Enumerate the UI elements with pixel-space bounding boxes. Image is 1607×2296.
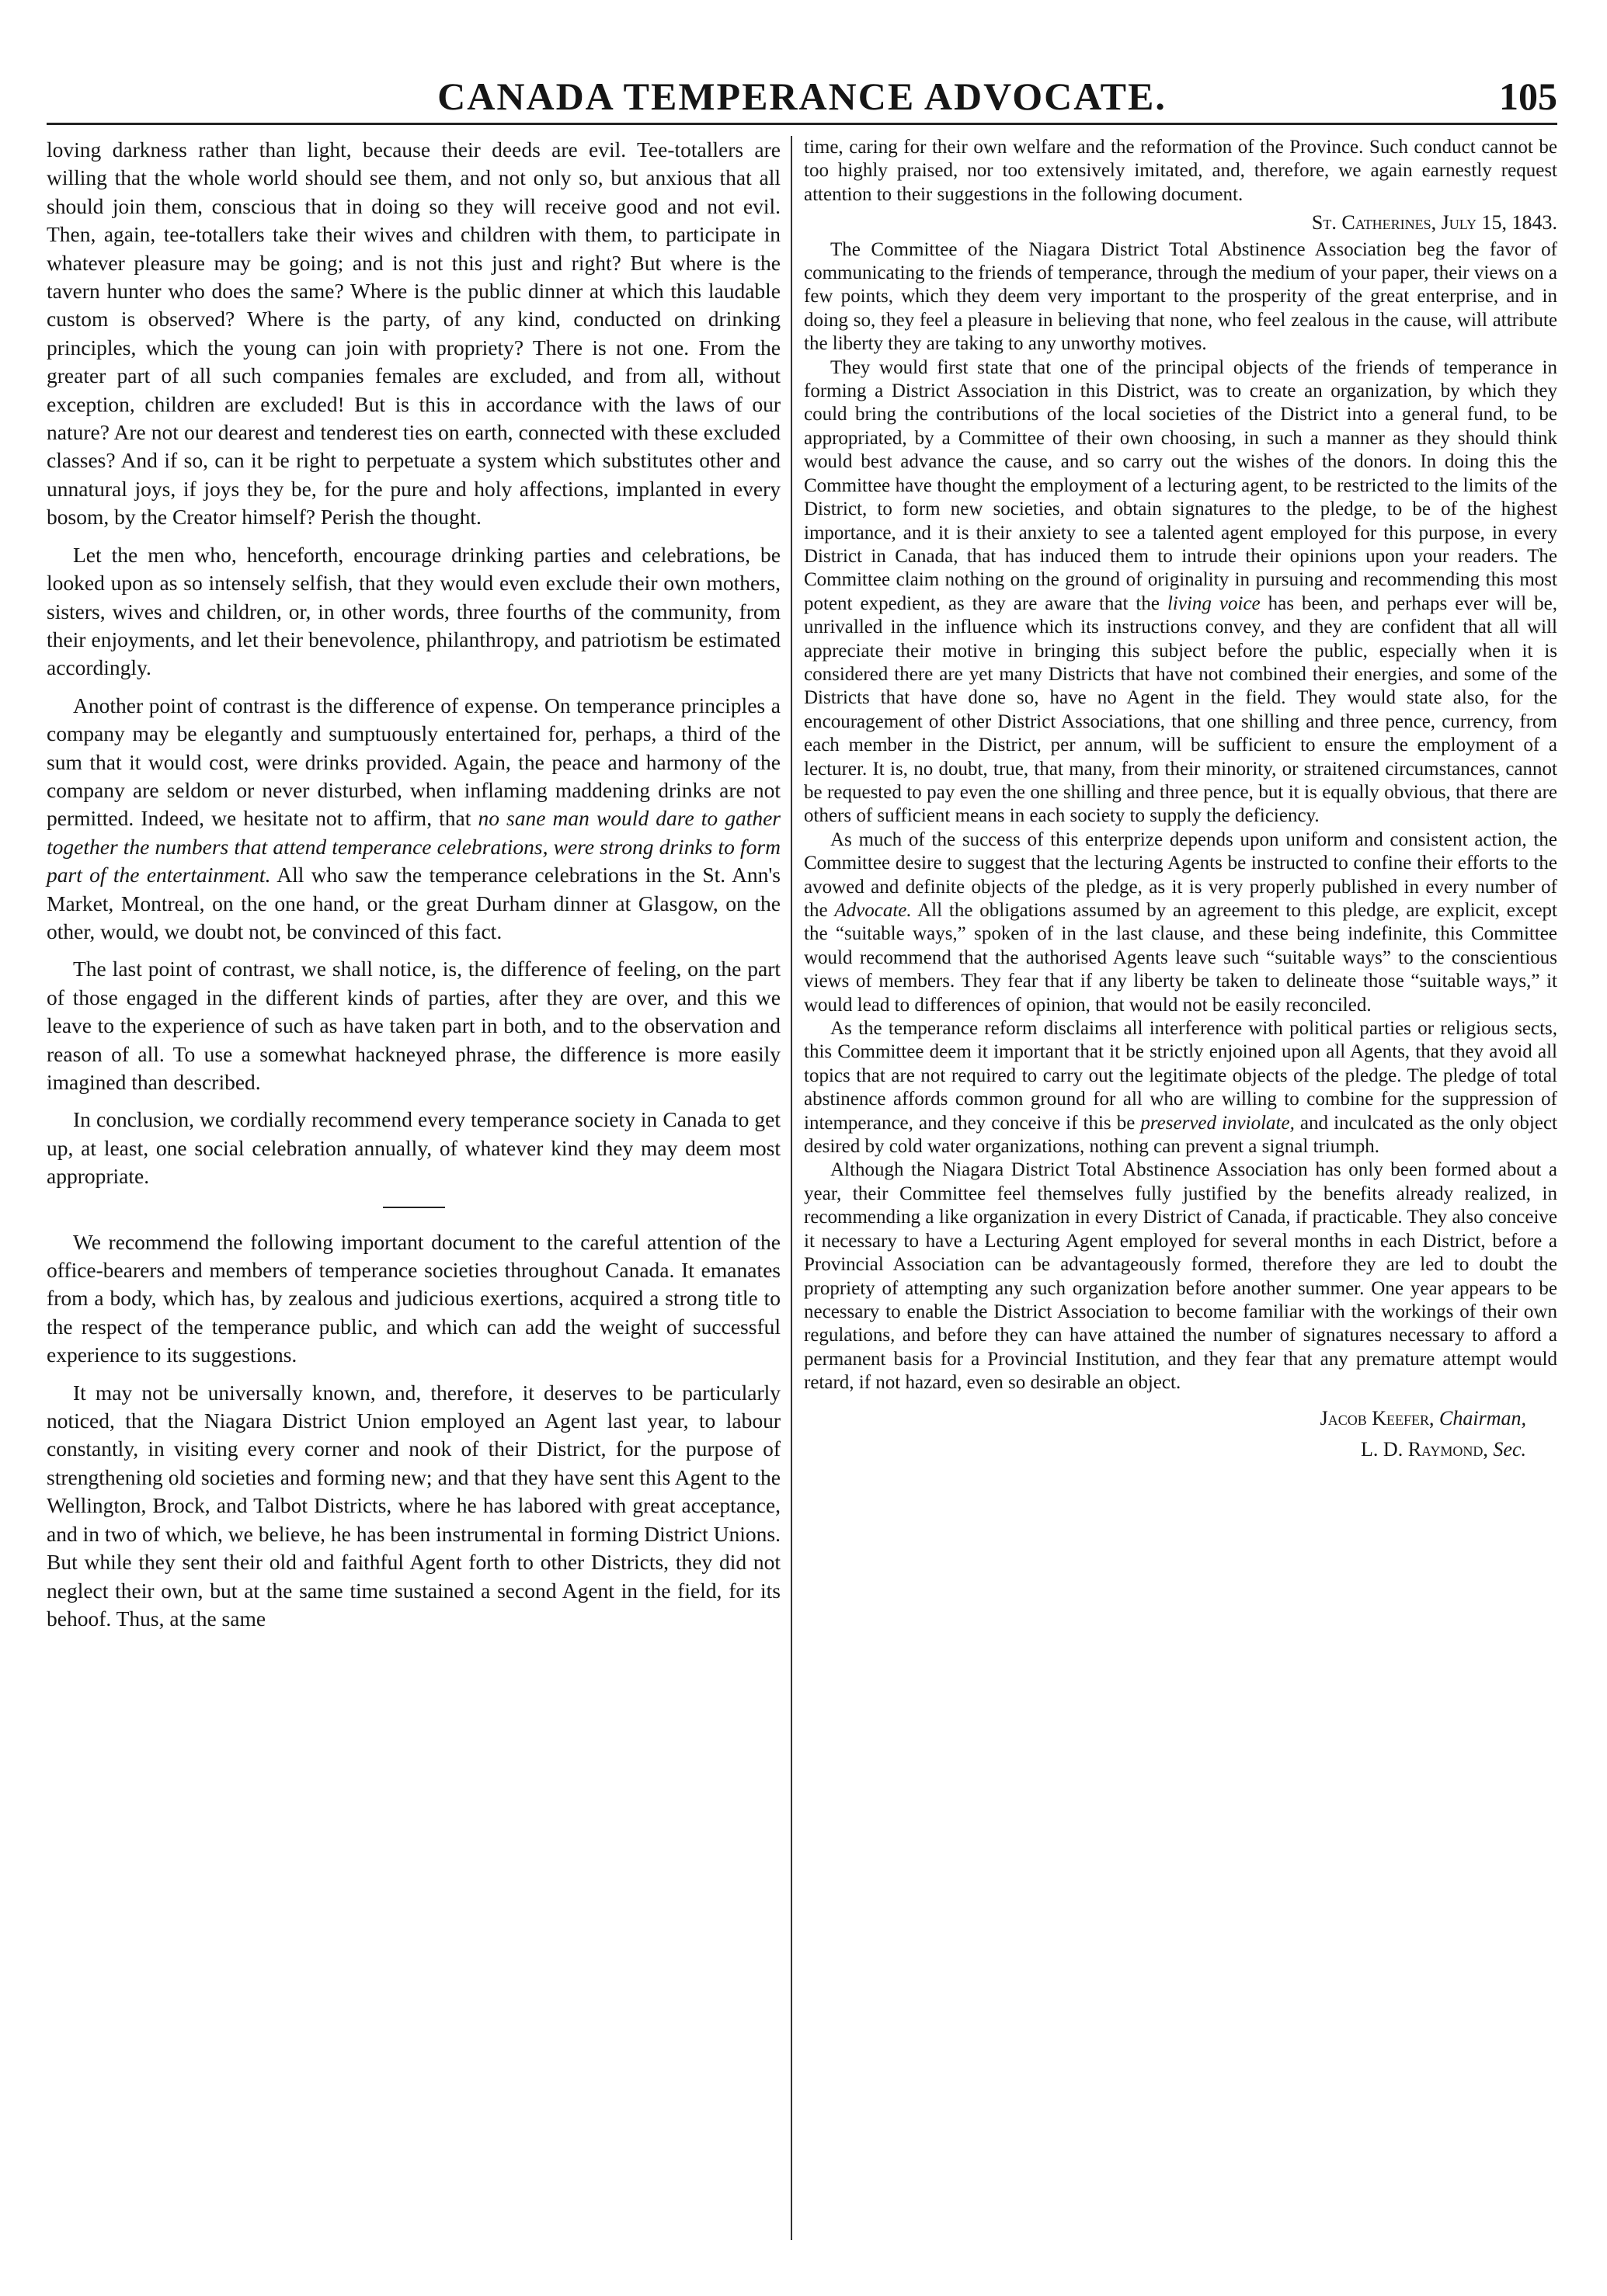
header-rule <box>47 123 1557 125</box>
paragraph: The last point of contrast, we shall notice, is, the difference of feeling, on the part of those engaged in the different kinds of parties, after they are over, and this we leave to the experience of such as have taken part in both, and to the observation and reason of all. To use a somewhat hackneyed phrase, the difference is more easily imagined than described. <box>47 957 781 1094</box>
signature-block <box>804 1403 1557 1465</box>
paragraph: They would first state that one of the principal objects of the friends of temperance in forming a District Association in this District, was to create an organization, by which they could bring the contributions of the local societies of the District into a general fund, to be appropriated, by a Committee of their own choosing, in such a manner as they should think would best advance the cause, and so carry out the wishes of the donors. In doing this the Committee have thought the employment of a lecturing agent, to be restricted to the limits of the District, to form new societies, and obtain signatures to the pledge, to be of the highest importance, and it is their anxiety to see a talented agent employed for this purpose, in every District in Canada, that has induced them to intrude their opinions upon your readers. The Committee claim nothing on the ground of originality in pursuing and recommending this most potent expedient, as they are aware that the living voice has been, and perhaps ever will be, unrivalled in the influence which its instructions convey, and they are confident that all will appreciate their motive in bringing this subject before the public, especially when it is considered there are yet many Districts that have not combined their energies, and some of the Districts that have done so, have no Agent in the field. They would state also, for the encouragement of other District Associations, that one shilling and three pence, currency, from each member in the District, per annum, will be sufficient to ensure the employment of a lecturer. It is, no doubt, true, that many, from their minority, or straitened circumstances, cannot be requested to pay even the one shilling and three pence, but it is equally obvious, that there are others of sufficient means in each society to supply the deficiency. <box>804 356 1557 827</box>
paragraph: loving darkness rather than light, because their deeds are evil. Tee-totallers are willing that the whole world should see them, and not only so, but anxious that all should join them, conscious that in doing so they will receive good and not evil. Then, again, tee-totallers take their wives and children with them, to participate in whatever pleasure may be going; and is not this just and right? But where is the tavern hunter who does the same? Where is the public dinner at which this laudable custom is observed? Where is the party, of any kind, conducted on drinking principles, which the young can join with propriety? There is not one. From the greater part of all such companies females are excluded, and from all, without exception, children are excluded! But is this in accordance with the laws of our nature? Are not our dearest and tenderest ties on earth, connected with these excluded classes? And if so, can it be right to perpetuate a system which substitutes other and unnatural joys, if joys they be, for the pure and holy affections, implanted in every bosom, by the Creator himself? Perish the thought. <box>47 137 781 530</box>
paragraph: Although the Niagara District Total Abstinence Association has only been formed about a year, their Committee feel themselves fully justified by the benefits already realized, in recommending a like organization in every District of Canada, if practicable. They also conceive it necessary to have a Lecturing Agent employed for several months in each District, before a Provincial Association can be advantageously formed, therefore they are led to doubt the propriety of attempting any such organization before another summer. One year appears to be necessary to enable the District Association to become familiar with the workings of their own regulations, and before they can have attained the number of signatures necessary to afford a permanent basis for a Provincial Institution, and they fear that any premature attempt would retard, if not hazard, even so desirable an object. <box>804 1159 1557 1394</box>
column-divider <box>791 136 792 2240</box>
paragraph: time, caring for their own welfare and the reformation of the Province. Such conduct cannot be too highly praised, nor too extensively imitated, and, therefore, we again earnestly request attention to their suggestions in the following document. <box>804 137 1557 205</box>
right-column <box>804 136 1557 1465</box>
paragraph: It may not be universally known, and, therefore, it deserves to be particularly noticed, that the Niagara District Union employed an Agent last year, to labour constantly, in visiting every corner and nook of their District, for the purpose of strengthening old societies and forming new; and that they have sent this Agent to the Wellington, Brock, and Talbot Districts, where he has labored with great acceptance, and in two of which, we believe, he has been instrumental in forming District Unions. But while they sent their old and faithful Agent forth to other Districts, they did not neglect their own, but at the same time sustained a second Agent in the field, for its behoof. Thus, at the same <box>47 1380 781 1631</box>
paragraph: The Committee of the Niagara District Total Abstinence Association beg the favor of communicating to the friends of temperance, through the medium of your paper, their views on a few points, which they deem very important to the prosperity of the great enterprise, and in doing so, they feel a pleasure in believing that none, who feel zealous in the cause, will attribute the liberty they are taking to any unworthy motives. <box>804 238 1557 355</box>
page-number: 105 <box>1499 75 1557 118</box>
page-header <box>47 74 1557 128</box>
signature-secretary: L. D. Raymond, Sec. <box>1361 1437 1526 1461</box>
paragraph: Another point of contrast is the difference of expense. On temperance principles a company may be elegantly and sumptuously entertained for, perhaps, a third of the sum that it would cost, were drinks provided. Again, the peace and harmony of the company are seldom or never disturbed, when inflaming maddening drinks are not permitted. Indeed, we hesitate not to affirm, that no sane man would dare to gather together the numbers that attend temperance celebrations, were strong drinks to form part of the entertainment. All who saw the temperance celebrations in the St. Ann's Market, Montreal, on the one hand, or the great Durham dinner at Glasgow, on the other, would, we doubt not, be convinced of this fact. <box>47 693 781 943</box>
dateline: St. Catherines, July 15, 1843. <box>1311 211 1557 234</box>
paragraph: As the temperance reform disclaims all interference with political parties or religious sects, this Committee deem it important that it be strictly enjoined upon all Agents, that they avoid all topics that are not required to carry out the legitimate objects of the pledge. The pledge of total abstinence affords common ground for all who are willing to combine for the suppression of intemperance, and they conceive if this be preserved inviolate, and inculcated as the only object desired by cold water organizations, nothing can prevent a signal triumph. <box>804 1018 1557 1158</box>
paragraph: We recommend the following important document to the careful attention of the office-bearers and members of temperance societies throughout Canada. It emanates from a body, which has, by zealous and judicious exertions, acquired a strong title to the respect of the temperance public, and which can add the weight of successful experience to its suggestions. <box>47 1229 781 1367</box>
left-column <box>47 136 781 1642</box>
newspaper-title: CANADA TEMPERANCE ADVOCATE. <box>437 75 1167 118</box>
paragraph: As much of the success of this enterprize depends upon uniform and consistent action, the Committee desire to suggest that the lecturing Agents be instructed to confine their efforts to the avowed and definite objects of the pledge, as it is very properly published in every number of the Advocate. All the obligations assumed by an agreement to this pledge, are explicit, except the “suitable ways,” spoken of in the last clause, and these being indefinite, this Committee would recommend that the authorised Agents leave such “suitable ways” to the conscientious views of members. They fear that if any liberty be taken to delineate those “suitable ways,” it would lead to differences of opinion, that would not be easily reconciled. <box>804 828 1557 1016</box>
paragraph: In conclusion, we cordially recommend every temperance society in Canada to get up, at least, one social celebration annually, of whatever kind they may deem most appropriate. <box>47 1107 781 1189</box>
section-divider <box>383 1207 445 1208</box>
paragraph: Let the men who, henceforth, encourage drinking parties and celebrations, be looked upon as so intensely selfish, that they would even exclude their own mothers, sisters, wives and children, or, in other words, three fourths of the community, from their enjoyments, and let their benevolence, philanthropy, and patriotism be estimated accordingly. <box>47 542 781 680</box>
signature-chairman: Jacob Keefer, Chairman, <box>1320 1406 1526 1429</box>
